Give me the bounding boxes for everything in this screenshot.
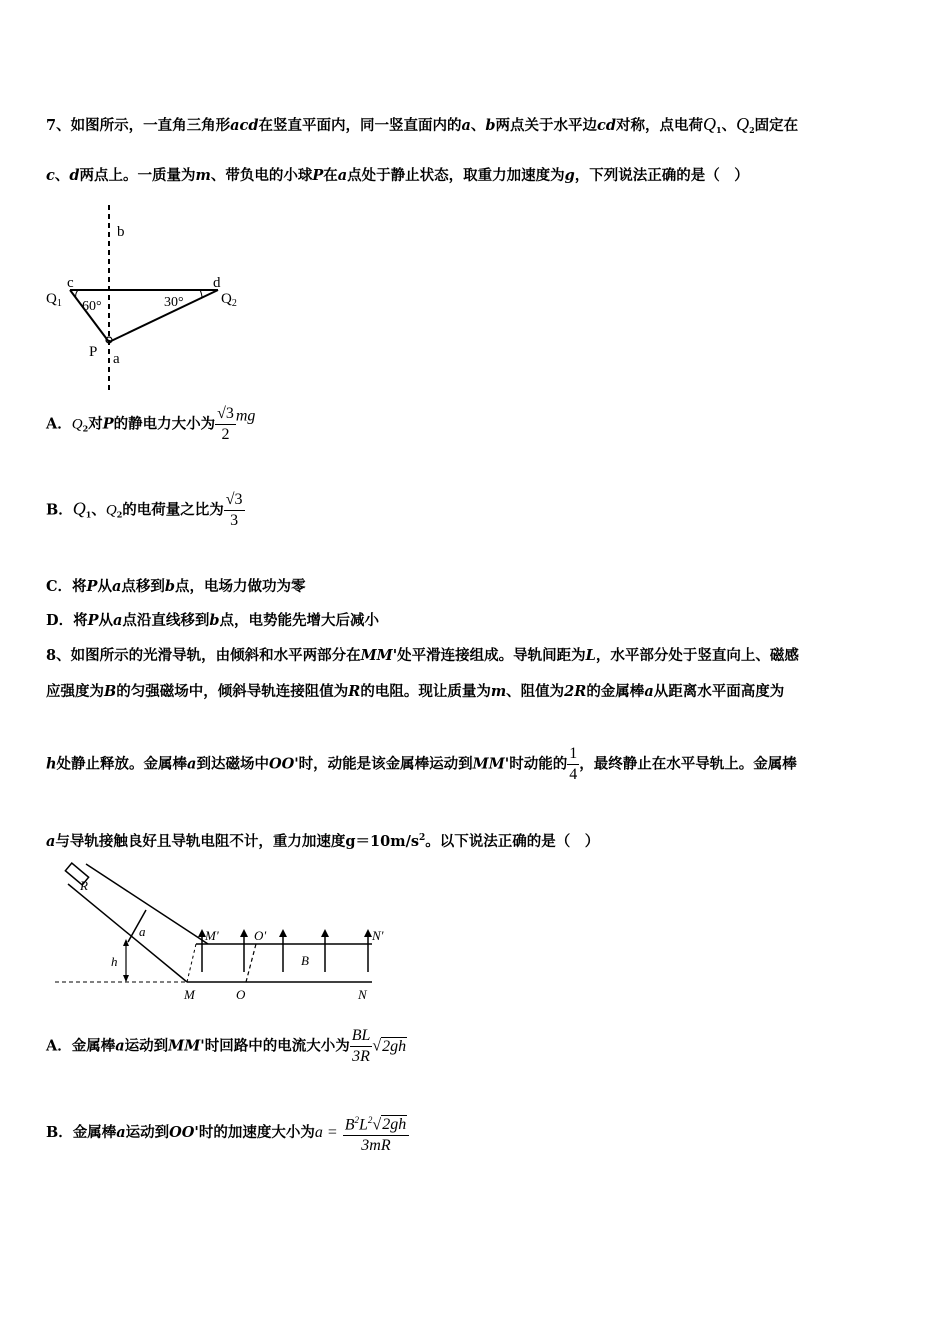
q8-stem-line-2: 应强度为B的匀强磁场中，倾斜导轨连接阻值为R的电阻。现让质量为m、阻值为2R的金属棒a从距离水平面高度为 <box>46 683 785 700</box>
angle-30-label: 30° <box>164 295 184 310</box>
q7-option-c[interactable]: C．将P从a点移到b点，电场力做功为零 <box>46 578 306 595</box>
q7-stem-line-2: c、d两点上。一质量为m、带负电的小球P在a点处于静止状态，取重力加速度为g，下列说法正确的是（ ） <box>46 167 749 184</box>
q8-rail-figure <box>50 862 410 1007</box>
point-b-label: b <box>117 224 125 240</box>
fraction-one-quarter: $\frac{1}{4}$ <box>569 745 578 783</box>
q1-label: $Q_1$ <box>46 291 62 309</box>
ball-p-label: P <box>89 344 98 360</box>
point-a-label: a <box>113 351 120 367</box>
point-c-label: c <box>67 275 74 291</box>
q7-option-d[interactable]: D．将P从a点沿直线移到b点，电势能先增大后减小 <box>46 612 380 629</box>
m-prime-label: M' <box>205 928 219 943</box>
n-label: N <box>358 987 367 1002</box>
q8-option-b[interactable]: B．金属棒a运动到OO'时的加速度大小为a = $\frac{B^2L^2√2gh}{3mR}$ <box>46 1110 409 1156</box>
bar-a-label: a <box>139 924 146 939</box>
q8-stem-line-3: h处静止释放。金属棒a到达磁场中OO'时，动能是该金属棒运动到MM'时动能的 $\frac{1}{4}$ ，最终静止在水平导轨上。金属棒 <box>46 745 797 783</box>
o-label: O <box>236 987 246 1002</box>
sqrt-2gh: 2gh <box>382 1037 407 1055</box>
q2-label: $Q_2$ <box>221 291 237 309</box>
q7-option-a[interactable]: A．$Q_2$对P的静电力大小为 $\frac{√3}{2}$ mg <box>46 405 256 443</box>
fraction-sqrt3-over-2: $\frac{√3}{2}$ <box>217 405 234 443</box>
n-prime-label: N' <box>372 928 384 943</box>
o-prime-label: O' <box>254 928 267 943</box>
q8-option-a[interactable]: A．金属棒a运动到MM'时回路中的电流大小为 $\frac{BL}{3R}$ √2gh <box>46 1027 407 1065</box>
fraction-sqrt3-over-3: $\frac{√3}{3}$ <box>225 491 243 529</box>
q7-stem-line-1: 7、如图所示，一直角三角形acd在竖直平面内，同一竖直面内的a、b两点关于水平边cd对称，点电荷$Q_1$、$Q_2$固定在 <box>46 114 799 135</box>
fraction-bl-over-3r: $\frac{BL}{3R}$ <box>351 1027 371 1065</box>
q8-stem-line-4: a与导轨接触良好且导轨电阻不计，重力加速度$g=10m/s^2$。以下说法正确的是（ ） <box>46 833 600 850</box>
q7-option-b[interactable]: B．$Q_1$、$Q_2$的电荷量之比为 $\frac{√3}{3}$ <box>46 491 243 529</box>
point-d-label: d <box>213 275 221 291</box>
angle-60-label: 60° <box>82 299 102 314</box>
m-label: M <box>184 987 195 1002</box>
q8-stem-line-1: 8、如图所示的光滑导轨，由倾斜和水平两部分在MM'处平滑连接组成。导轨间距为L，水平部分处于竖直向上、磁感 <box>46 647 799 664</box>
height-h-label: h <box>111 954 118 969</box>
resistor-r-label: R <box>80 878 88 893</box>
q7-triangle-figure <box>40 200 250 400</box>
field-b-label: B <box>301 953 309 968</box>
fraction-acceleration: $\frac{B^2L^2√2gh}{3mR}$ <box>343 1110 409 1156</box>
